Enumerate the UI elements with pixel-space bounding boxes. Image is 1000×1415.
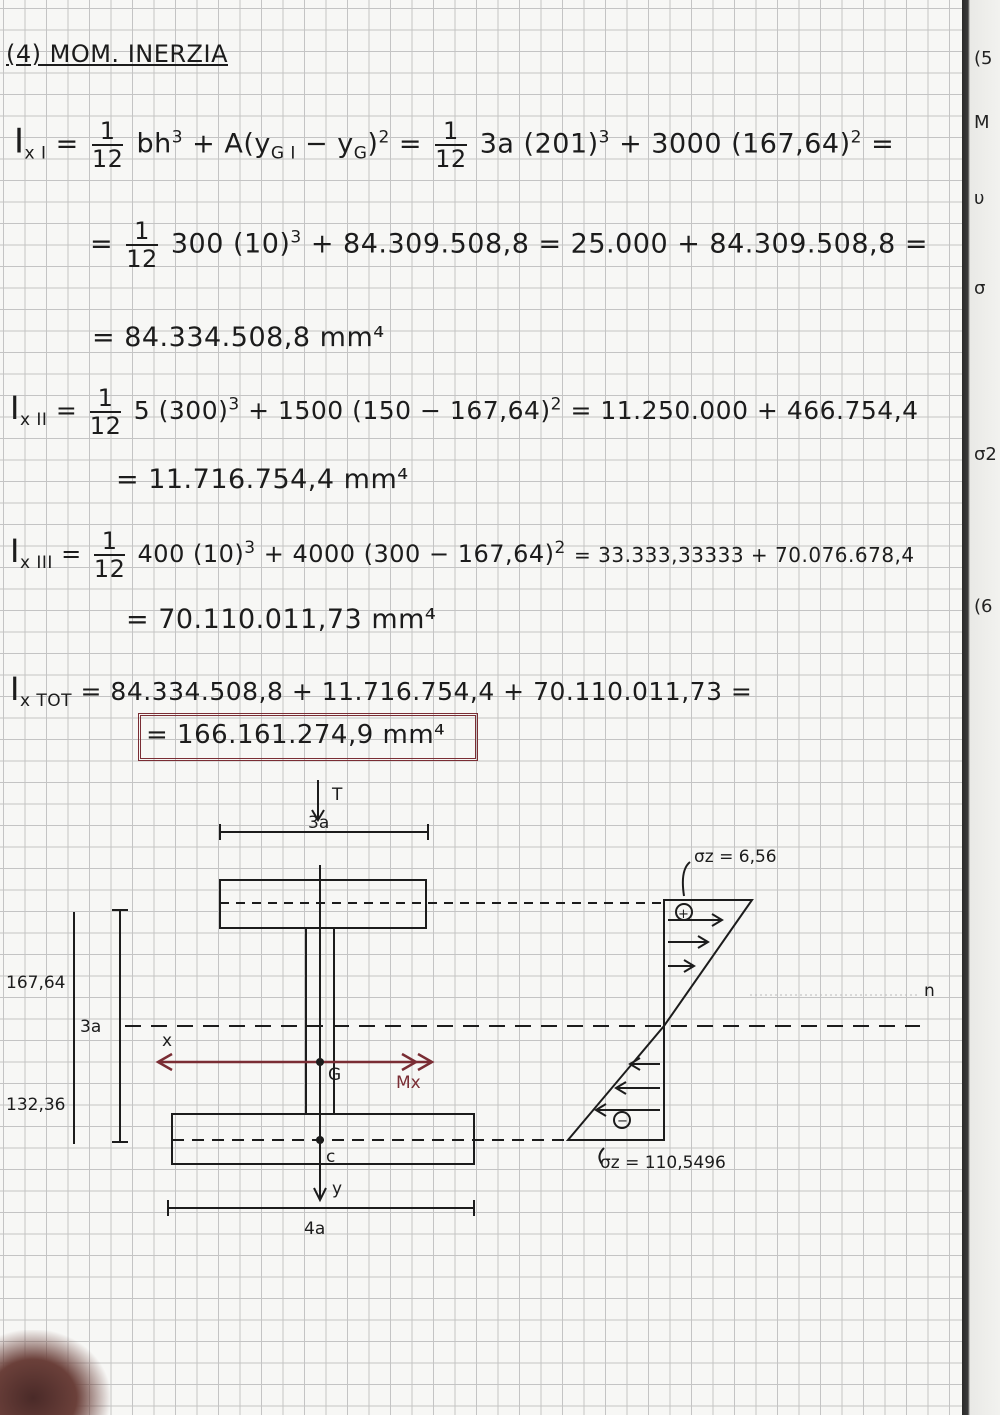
eq-sign: = [871, 128, 895, 160]
eq-lhs-sub: x III [19, 553, 53, 573]
margin-mark: υ [974, 188, 985, 209]
label-lower-dim: 132,36 [6, 1095, 66, 1115]
fraction [90, 385, 122, 439]
eq-sub: G [353, 143, 368, 164]
label-x-axis: x [162, 1031, 173, 1051]
eq-sign: = [61, 540, 82, 568]
label-shear: T [332, 785, 343, 805]
eq-term: + 1500 (150 − 167,64) [248, 396, 551, 425]
eq-exp: 2 [550, 394, 562, 415]
total-result: = 166.161.274,9 mm⁴ [146, 720, 446, 750]
eq-lhs-sub: x II [19, 410, 48, 430]
eq-term: + A(y [192, 128, 271, 160]
equation-ix-I: $I_{x I}$ = $\frac{1}{12}$ $bh^3 + A(y_{G I} - y_G)^2$ = $\frac{1}{12}$ 3a $(201)^3 + 3000$ $(167,64)^2$ = [14, 117, 895, 173]
eq-sub: G I [270, 143, 296, 164]
shear-center-point [316, 1136, 324, 1144]
label-minus: − [617, 1114, 628, 1129]
equation-ix-total [10, 670, 752, 711]
fraction [94, 528, 126, 582]
eq-exp: 2 [378, 127, 390, 148]
margin-mark: (5 [974, 48, 993, 69]
section-heading: (4) MOM. INERZIA [6, 40, 228, 68]
fraction [126, 218, 158, 272]
eq-lhs-sub: x TOT [19, 691, 73, 711]
stress-compression [568, 1026, 664, 1140]
label-plus: + [678, 907, 689, 922]
equation-ix-I-line2 [90, 218, 928, 272]
label-y-axis: y [332, 1179, 343, 1199]
label-sigma-top: σz = 6,56 [694, 847, 777, 867]
label-shear-center: c [326, 1147, 336, 1167]
centroid-point [316, 1058, 324, 1066]
equation-ix-II-result: = 11.716.754,4 mm⁴ [116, 464, 409, 495]
frac-den: 12 [89, 412, 122, 440]
eq-term: bh [136, 128, 172, 160]
eq-term: 400 (10) [137, 540, 245, 568]
eq-sign: = [90, 228, 114, 260]
cross-section-diagram [0, 770, 962, 1260]
label-height: 3a [80, 1017, 102, 1037]
margin-mark: σ2 [974, 444, 997, 465]
eq-exp: 3 [244, 538, 256, 558]
label-moment: Mx [396, 1073, 421, 1093]
frac-num: 1 [92, 118, 124, 146]
frac-den: 12 [91, 145, 124, 173]
finger-shadow [0, 1330, 110, 1415]
eq-term: 3a (201) [479, 128, 599, 160]
eq-term: 300 (10) [170, 228, 291, 260]
label-neutral-axis: n [924, 981, 935, 1001]
frac-den: 12 [93, 555, 126, 583]
eq-lhs-sub: x I [24, 143, 47, 164]
equation-ix-I-result: = 84.334.508,8 mm⁴ [92, 322, 385, 353]
eq-term: − y [305, 128, 354, 160]
eq-term: + 84.309.508,8 = 25.000 + 84.309.508,8 = [310, 228, 928, 260]
frac-num: 1 [435, 118, 467, 146]
eq-term: = 11.250.000 + 466.754,4 [570, 396, 919, 425]
eq-lhs: I [14, 121, 25, 162]
equation-ix-III-result: = 70.110.011,73 mm⁴ [126, 604, 437, 635]
frac-den: 12 [435, 145, 467, 173]
eq-sign: = [55, 128, 79, 160]
equation-ix-II [10, 385, 919, 439]
eq-term: 5 (300) [133, 396, 229, 425]
eq-exp: 3 [598, 127, 610, 148]
eq-lhs: I [10, 389, 20, 427]
label-bottom-width: 4a [304, 1219, 326, 1239]
label-sigma-bottom: σz = 110,5496 [600, 1153, 726, 1173]
eq-exp: 3 [171, 127, 184, 148]
eq-term: + 4000 (300 − 167,64) [263, 540, 555, 568]
margin-mark: σ [974, 278, 986, 299]
eq-exp: 3 [228, 394, 240, 415]
label-upper-dim: 167,64 [6, 973, 66, 993]
eq-exp: 2 [850, 127, 862, 148]
eq-term: = 84.334.508,8 + 11.716.754,4 + 70.110.011,73 = [80, 677, 753, 706]
notebook-binding [962, 0, 1000, 1415]
eq-exp: 3 [290, 227, 302, 248]
eq-term: = 33.333,33333 + 70.076.678,4 [574, 543, 915, 567]
frac-den: 12 [126, 245, 158, 273]
eq-lhs: I [10, 532, 20, 570]
callout-top [683, 862, 690, 896]
fraction [435, 118, 467, 172]
margin-mark: (6 [974, 596, 993, 617]
fraction [92, 118, 124, 172]
label-centroid: G [328, 1065, 342, 1085]
label-top-width: 3a [308, 813, 330, 833]
frac-num: 1 [126, 218, 158, 246]
frac-num: 1 [94, 528, 126, 556]
eq-term: + 3000 (167,64) [619, 128, 851, 160]
equation-ix-III [10, 528, 915, 582]
eq-sign: = [398, 128, 423, 160]
margin-mark: M [974, 112, 990, 133]
eq-exp: 2 [554, 538, 566, 558]
eq-sign: = [55, 396, 78, 425]
frac-num: 1 [90, 385, 122, 413]
eq-lhs: I [10, 670, 20, 708]
